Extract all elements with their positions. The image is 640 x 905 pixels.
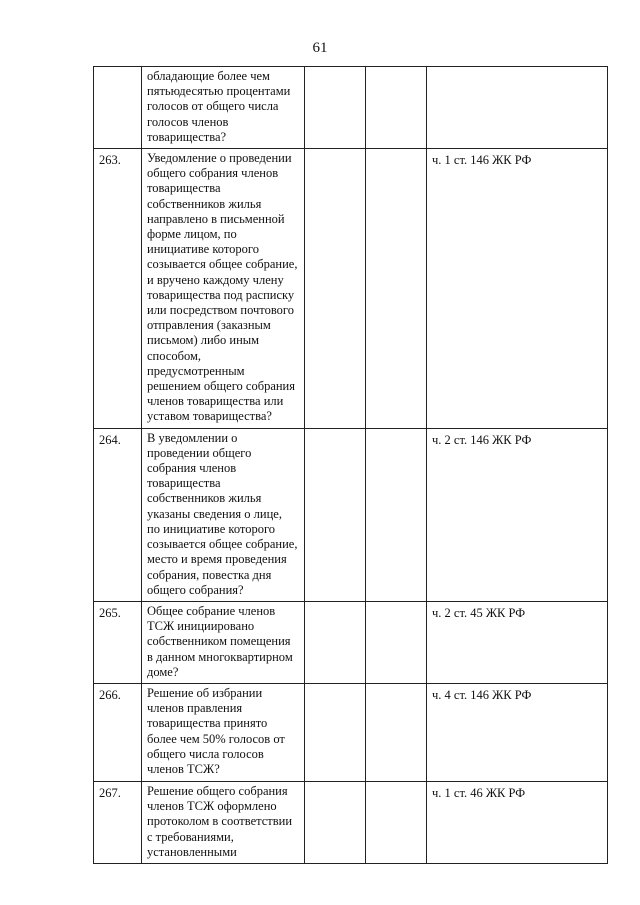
row-number-cell [94, 428, 142, 601]
answer-cell-yes [305, 601, 366, 683]
answer-cell-yes [305, 683, 366, 781]
law-reference-cell [427, 781, 608, 863]
question-text: Решение об избрании членов правления товарищества принято более чем 50% голосов от общего числа голосов членов ТСЖ? [147, 685, 285, 776]
row-number: 264. [99, 432, 121, 447]
table-row [94, 683, 608, 781]
law-reference: ч. 2 ст. 146 ЖК РФ [432, 432, 532, 447]
question-text: обладающие более чем пятьюдесятью процентами голосов от общего числа голосов членов товарищества? [147, 69, 291, 144]
law-reference-cell [427, 149, 608, 429]
row-number: 266. [99, 687, 121, 702]
row-number: 265. [99, 605, 121, 620]
answer-cell-yes [305, 781, 366, 863]
question-cell [142, 781, 305, 863]
question-cell [142, 428, 305, 601]
answer-cell-no [366, 601, 427, 683]
row-number-cell [94, 601, 142, 683]
row-number-cell [94, 149, 142, 429]
question-text: Общее собрание членов ТСЖ инициировано собственником помещения в данном многоквартирном доме? [147, 603, 293, 679]
checklist-table [93, 66, 608, 864]
answer-cell-no [366, 428, 427, 601]
table-row [94, 149, 608, 429]
question-text: Решение общего собрания членов ТСЖ оформлено протоколом в соответствии с требованиями, установленными [147, 783, 293, 859]
row-number-cell [94, 67, 142, 149]
law-reference-cell [427, 601, 608, 683]
question-cell [142, 67, 305, 149]
question-text: Уведомление о проведении общего собрания членов товарищества собственников жилья направлено в письменной форме лицом, по инициативе которого созывается общее собрание, и вручено каждому члену товарищества под расписку или посредством почтового отправления (заказным письмом) либо иным способом, предусмотренным решением общего собрания членов товарищества или уставом товарищества? [147, 151, 298, 424]
law-reference-cell [427, 428, 608, 601]
table-row [94, 428, 608, 601]
row-number: 267. [99, 785, 121, 800]
answer-cell-no [366, 683, 427, 781]
law-reference: ч. 2 ст. 45 ЖК РФ [432, 605, 526, 620]
law-reference [432, 69, 602, 71]
law-reference: ч. 1 ст. 146 ЖК РФ [432, 153, 532, 168]
question-cell [142, 149, 305, 429]
law-reference: ч. 4 ст. 146 ЖК РФ [432, 687, 532, 702]
law-reference: ч. 1 ст. 46 ЖК РФ [432, 785, 526, 800]
table-row [94, 781, 608, 863]
question-cell [142, 601, 305, 683]
answer-cell-yes [305, 149, 366, 429]
table-row [94, 67, 608, 149]
answer-cell-yes [305, 428, 366, 601]
answer-cell-yes [305, 67, 366, 149]
answer-cell-no [366, 149, 427, 429]
law-reference-cell [427, 67, 608, 149]
question-cell [142, 683, 305, 781]
law-reference-cell [427, 683, 608, 781]
row-number-cell [94, 781, 142, 863]
question-text: В уведомлении о проведении общего собрания членов товарищества собственников жилья указаны сведения о лице, по инициативе которого созывается общее собрание, место и время проведения собрания, повестка дня общего собрания? [147, 430, 298, 597]
answer-cell-no [366, 67, 427, 149]
row-number: 263. [99, 153, 121, 168]
answer-cell-no [366, 781, 427, 863]
page-number: 61 [312, 40, 328, 56]
table-row [94, 601, 608, 683]
row-number-cell [94, 683, 142, 781]
